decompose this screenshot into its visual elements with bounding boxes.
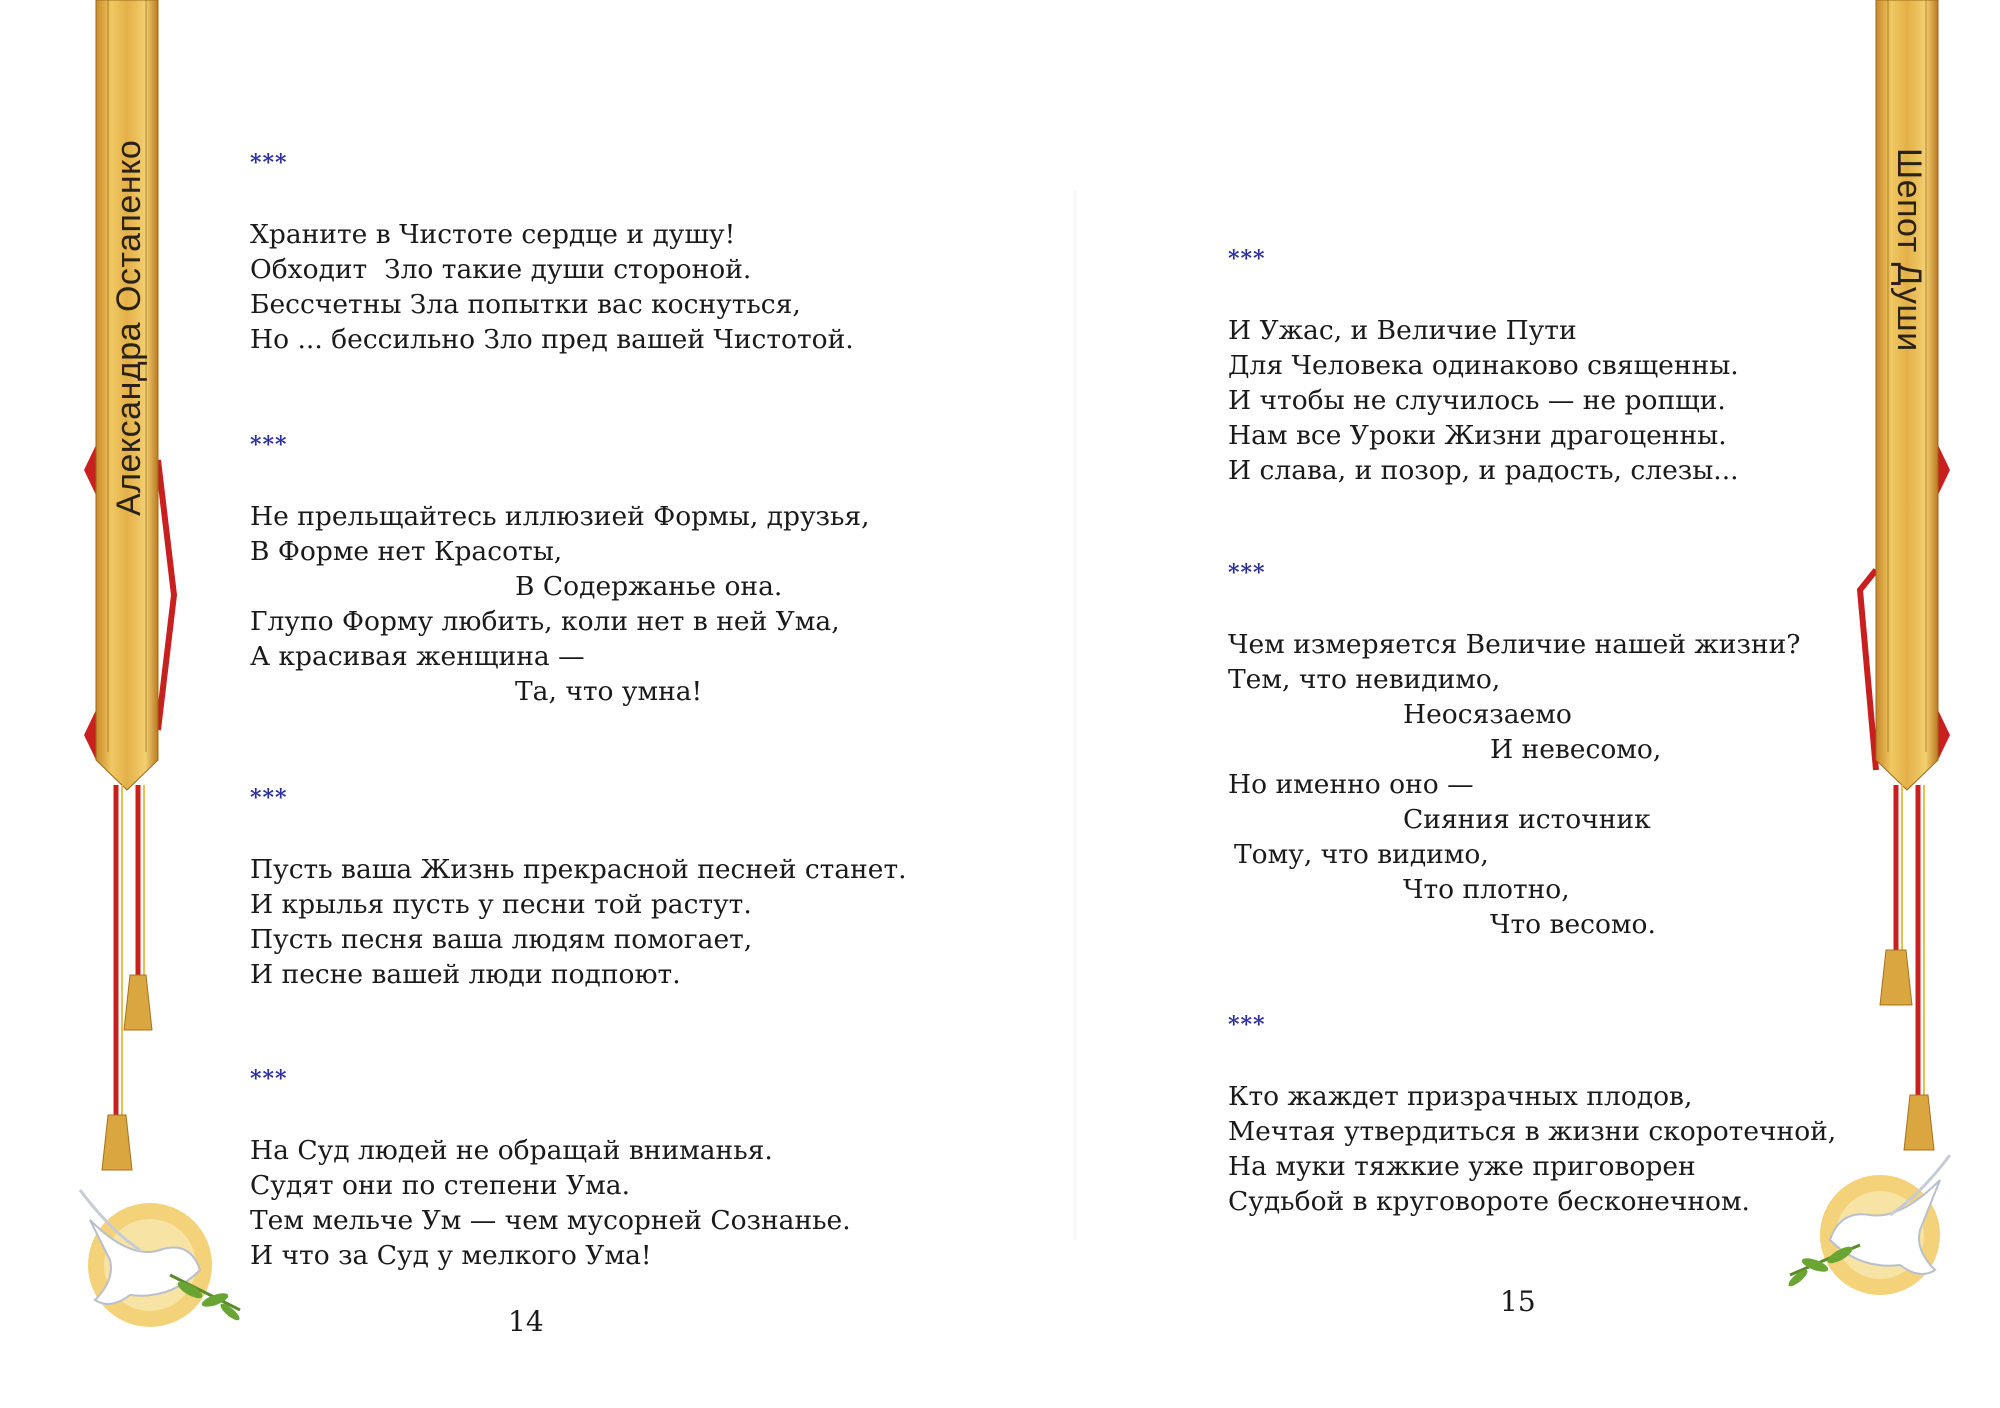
poem-separator-stars: *** — [250, 785, 288, 811]
poem-line: И Ужас, и Величие Пути — [1228, 315, 1577, 346]
poem-line: В Содержанье она. — [515, 571, 783, 602]
poem-line: Что плотно, — [1403, 874, 1570, 905]
poem-line: И слава, и позор, и радость, слезы... — [1228, 455, 1739, 486]
poem-line: И крылья пусть у песни той растут. — [250, 889, 752, 920]
poem-line: Тем мельче Ум — чем мусорней Сознанье. — [250, 1205, 851, 1236]
poem-line: На муки тяжкие уже приговорен — [1228, 1151, 1696, 1182]
poem-line: Тем, что невидимо, — [1228, 664, 1501, 695]
poem-line: И невесомо, — [1490, 734, 1662, 765]
poem-line: И песне вашей люди подпоют. — [250, 959, 681, 990]
poem-line: Не прельщайтесь иллюзией Формы, друзья, — [250, 501, 870, 532]
poem-line: Но именно оно — — [1228, 769, 1474, 800]
poem-line: Та, что умна! — [515, 676, 703, 707]
dove-with-olive-branch-left — [70, 1180, 250, 1340]
poem-line: Но ... бессильно Зло пред вашей Чистотой. — [250, 324, 854, 355]
poem-line: Пусть песня ваша людям помогает, — [250, 924, 753, 955]
poem-line: Обходит Зло такие души стороной. — [250, 254, 752, 285]
poem-separator-stars: *** — [250, 432, 288, 458]
poem-line: Судят они по степени Ума. — [250, 1170, 630, 1201]
poem-line: Мечтая утвердиться в жизни скоротечной, — [1228, 1116, 1837, 1147]
poem-line: Сияния источник — [1403, 804, 1651, 835]
book-spine-gutter — [1072, 190, 1078, 1240]
ribbon-author-text: Александра Остапенко — [110, 139, 148, 516]
poem-line: Бессчетны Зла попытки вас коснуться, — [250, 289, 801, 320]
poem-line: Храните в Чистоте сердце и душу! — [250, 219, 736, 250]
poem-line: В Форме нет Красоты, — [250, 536, 563, 567]
page-number-right: 15 — [1500, 1285, 1536, 1318]
poem-separator-stars: *** — [1228, 246, 1266, 272]
poem-line: Пусть ваша Жизнь прекрасной песней станет. — [250, 854, 907, 885]
poem-line: И чтобы не случилось — не ропщи. — [1228, 385, 1726, 416]
poem-line: Тому, что видимо, — [1234, 839, 1489, 870]
poem-line: Для Человека одинаково священны. — [1228, 350, 1739, 381]
poem-line: Нам все Уроки Жизни драгоценны. — [1228, 420, 1727, 451]
poem-separator-stars: *** — [250, 1066, 288, 1092]
poem-line: Чем измеряется Величие нашей жизни? — [1228, 629, 1801, 660]
poem-line: Судьбой в круговороте бесконечном. — [1228, 1186, 1750, 1217]
poem-separator-stars: *** — [250, 150, 288, 176]
ribbon-title-text: Шепот Души — [1890, 148, 1928, 352]
poem-line: Что весомо. — [1490, 909, 1656, 940]
poem-line: И что за Суд у мелкого Ума! — [250, 1240, 652, 1271]
poem-line: Глупо Форму любить, коли нет в ней Ума, — [250, 606, 840, 637]
poem-line: Кто жаждет призрачных плодов, — [1228, 1081, 1693, 1112]
poem-line: Неосязаемо — [1403, 699, 1572, 730]
page-number-left: 14 — [508, 1305, 544, 1338]
poem-line: А красивая женщина — — [250, 641, 585, 672]
poem-separator-stars: *** — [1228, 1012, 1266, 1038]
poem-separator-stars: *** — [1228, 560, 1266, 586]
poem-line: На Суд людей не обращай вниманья. — [250, 1135, 773, 1166]
dove-with-olive-branch-right — [1780, 1150, 1960, 1310]
